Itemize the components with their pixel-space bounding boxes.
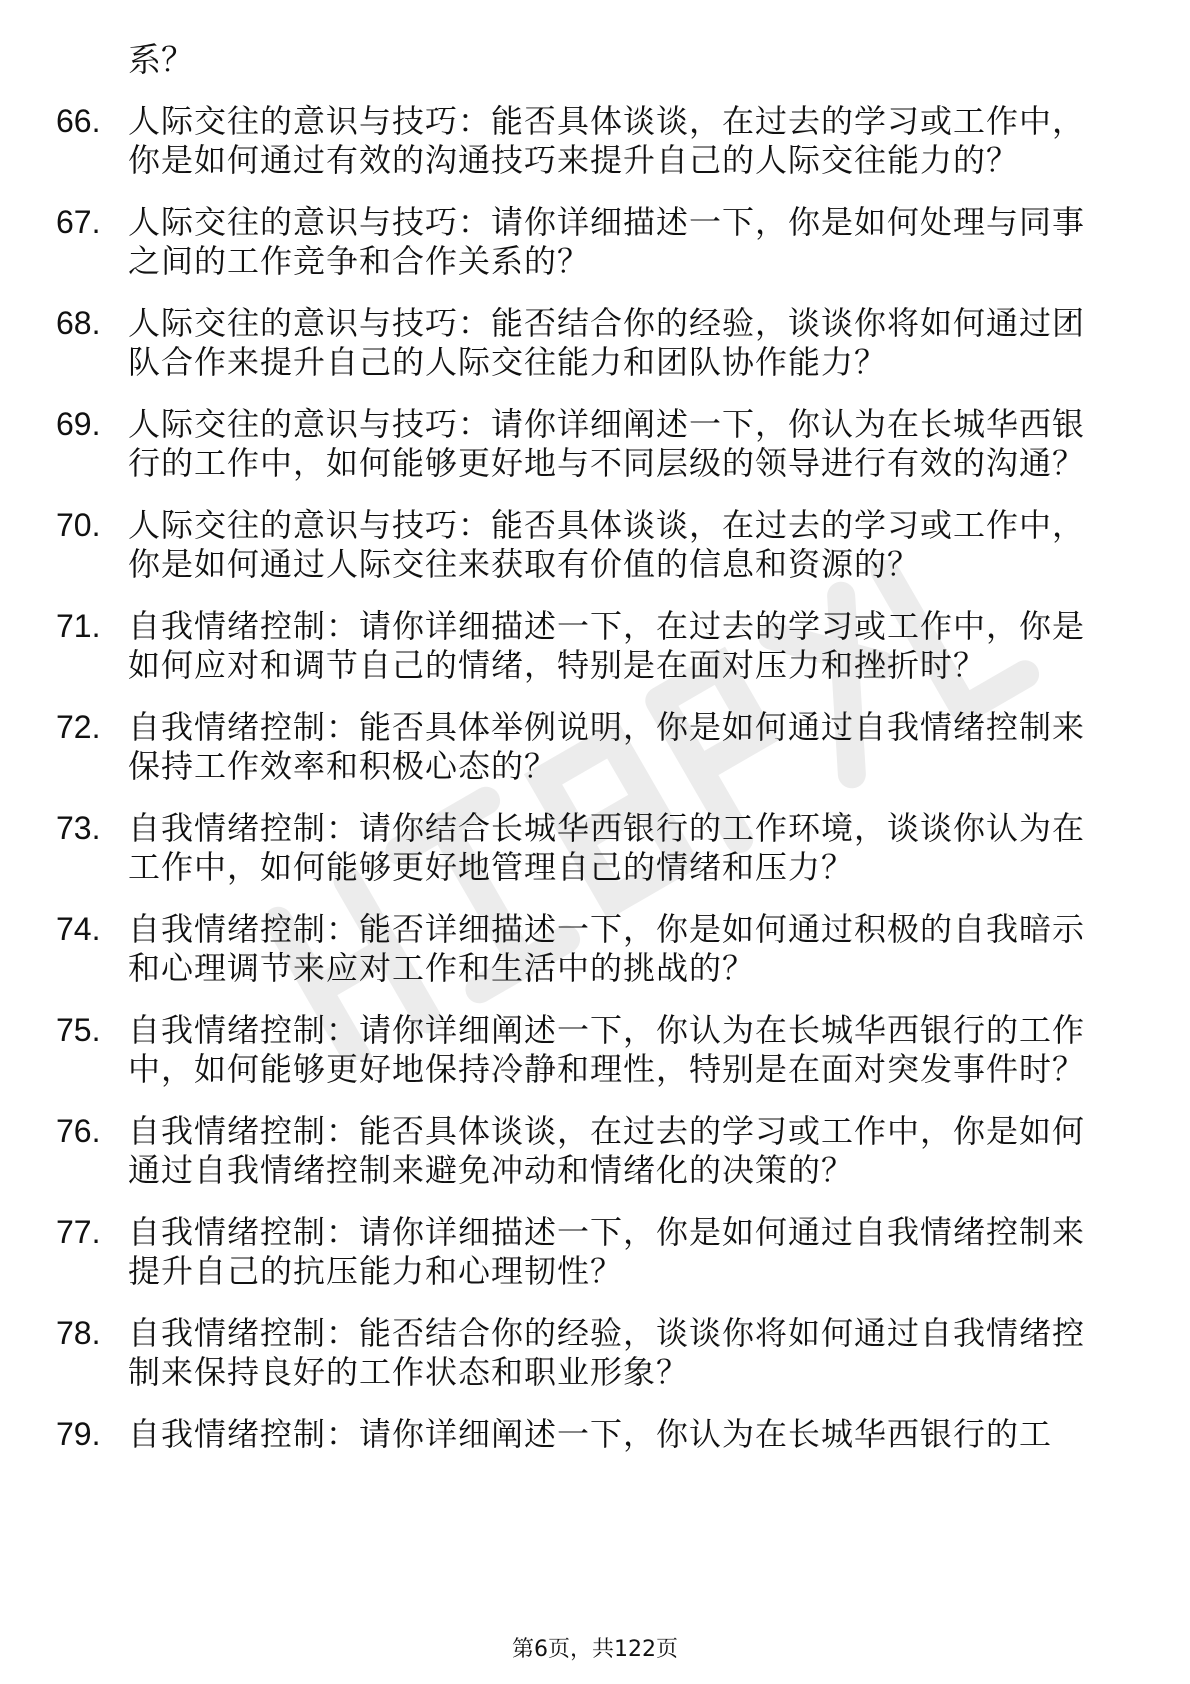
- question-number: 71.: [56, 608, 101, 644]
- page-footer: 第6页，共122页: [512, 1637, 678, 1662]
- question-text: 自我情绪控制：能否详细描述一下，你是如何通过积极的自我暗示和心理调节来应对工作和生活中的挑战的？: [128, 910, 1086, 987]
- question-text: 自我情绪控制：请你详细描述一下，在过去的学习或工作中，你是如何应对和调节自己的情绪，特别是在面对压力和挫折时？: [128, 607, 1086, 684]
- question-item: [56, 102, 1096, 180]
- question-list: [56, 40, 1096, 1477]
- question-number: 78.: [56, 1315, 101, 1351]
- question-number: 75.: [56, 1012, 101, 1048]
- question-text: 自我情绪控制：能否具体谈谈，在过去的学习或工作中，你是如何通过自我情绪控制来避免冲动和情绪化的决策的？: [128, 1112, 1086, 1189]
- question-number: 69.: [56, 406, 101, 442]
- question-number: 72.: [56, 709, 101, 745]
- question-number: 74.: [56, 911, 101, 947]
- question-text: 自我情绪控制：请你详细描述一下，你是如何通过自我情绪控制来提升自己的抗压能力和心理韧性？: [128, 1213, 1086, 1290]
- question-text: 人际交往的意识与技巧：能否具体谈谈，在过去的学习或工作中，你是如何通过人际交往来获取有价值的信息和资源的？: [128, 506, 1086, 583]
- question-number: 76.: [56, 1113, 101, 1149]
- continuation-text: 系？: [128, 40, 194, 79]
- question-item: [56, 1213, 1096, 1291]
- question-number: 77.: [56, 1214, 101, 1250]
- question-text: 人际交往的意识与技巧：能否具体谈谈，在过去的学习或工作中，你是如何通过有效的沟通技巧来提升自己的人际交往能力的？: [128, 102, 1086, 179]
- question-text: 自我情绪控制：请你详细阐述一下，你认为在长城华西银行的工: [128, 1415, 1053, 1453]
- question-item: [56, 304, 1096, 382]
- question-item: [56, 809, 1096, 887]
- question-item: [56, 910, 1096, 988]
- question-item: [56, 405, 1096, 483]
- question-number: 68.: [56, 305, 101, 341]
- question-item: [56, 203, 1096, 281]
- question-text: 自我情绪控制：请你结合长城华西银行的工作环境，谈谈你认为在工作中，如何能够更好地管理自己的情绪和压力？: [128, 809, 1086, 886]
- question-item: [56, 708, 1096, 786]
- question-item: [56, 607, 1096, 685]
- question-item: [56, 1314, 1096, 1392]
- question-text: 人际交往的意识与技巧：请你详细阐述一下，你认为在长城华西银行的工作中，如何能够更好地与不同层级的领导进行有效的沟通？: [128, 405, 1086, 482]
- question-number: 66.: [56, 103, 101, 139]
- question-text: 自我情绪控制：能否具体举例说明，你是如何通过自我情绪控制来保持工作效率和积极心态的？: [128, 708, 1086, 785]
- question-text: 人际交往的意识与技巧：能否结合你的经验，谈谈你将如何通过团队合作来提升自己的人际交往能力和团队协作能力？: [128, 304, 1086, 381]
- question-item: [56, 1415, 1096, 1454]
- question-item: [56, 1112, 1096, 1190]
- question-item: [56, 506, 1096, 584]
- question-text: 自我情绪控制：请你详细阐述一下，你认为在长城华西银行的工作中，如何能够更好地保持冷静和理性，特别是在面对突发事件时？: [128, 1011, 1086, 1088]
- question-text: 自我情绪控制：能否结合你的经验，谈谈你将如何通过自我情绪控制来保持良好的工作状态和职业形象？: [128, 1314, 1086, 1391]
- question-item: [56, 1011, 1096, 1089]
- question-number: 70.: [56, 507, 101, 543]
- question-number: 67.: [56, 204, 101, 240]
- question-text: 人际交往的意识与技巧：请你详细描述一下，你是如何处理与同事之间的工作竞争和合作关系的？: [128, 203, 1086, 280]
- question-number: 79.: [56, 1416, 101, 1452]
- question-number: 73.: [56, 810, 101, 846]
